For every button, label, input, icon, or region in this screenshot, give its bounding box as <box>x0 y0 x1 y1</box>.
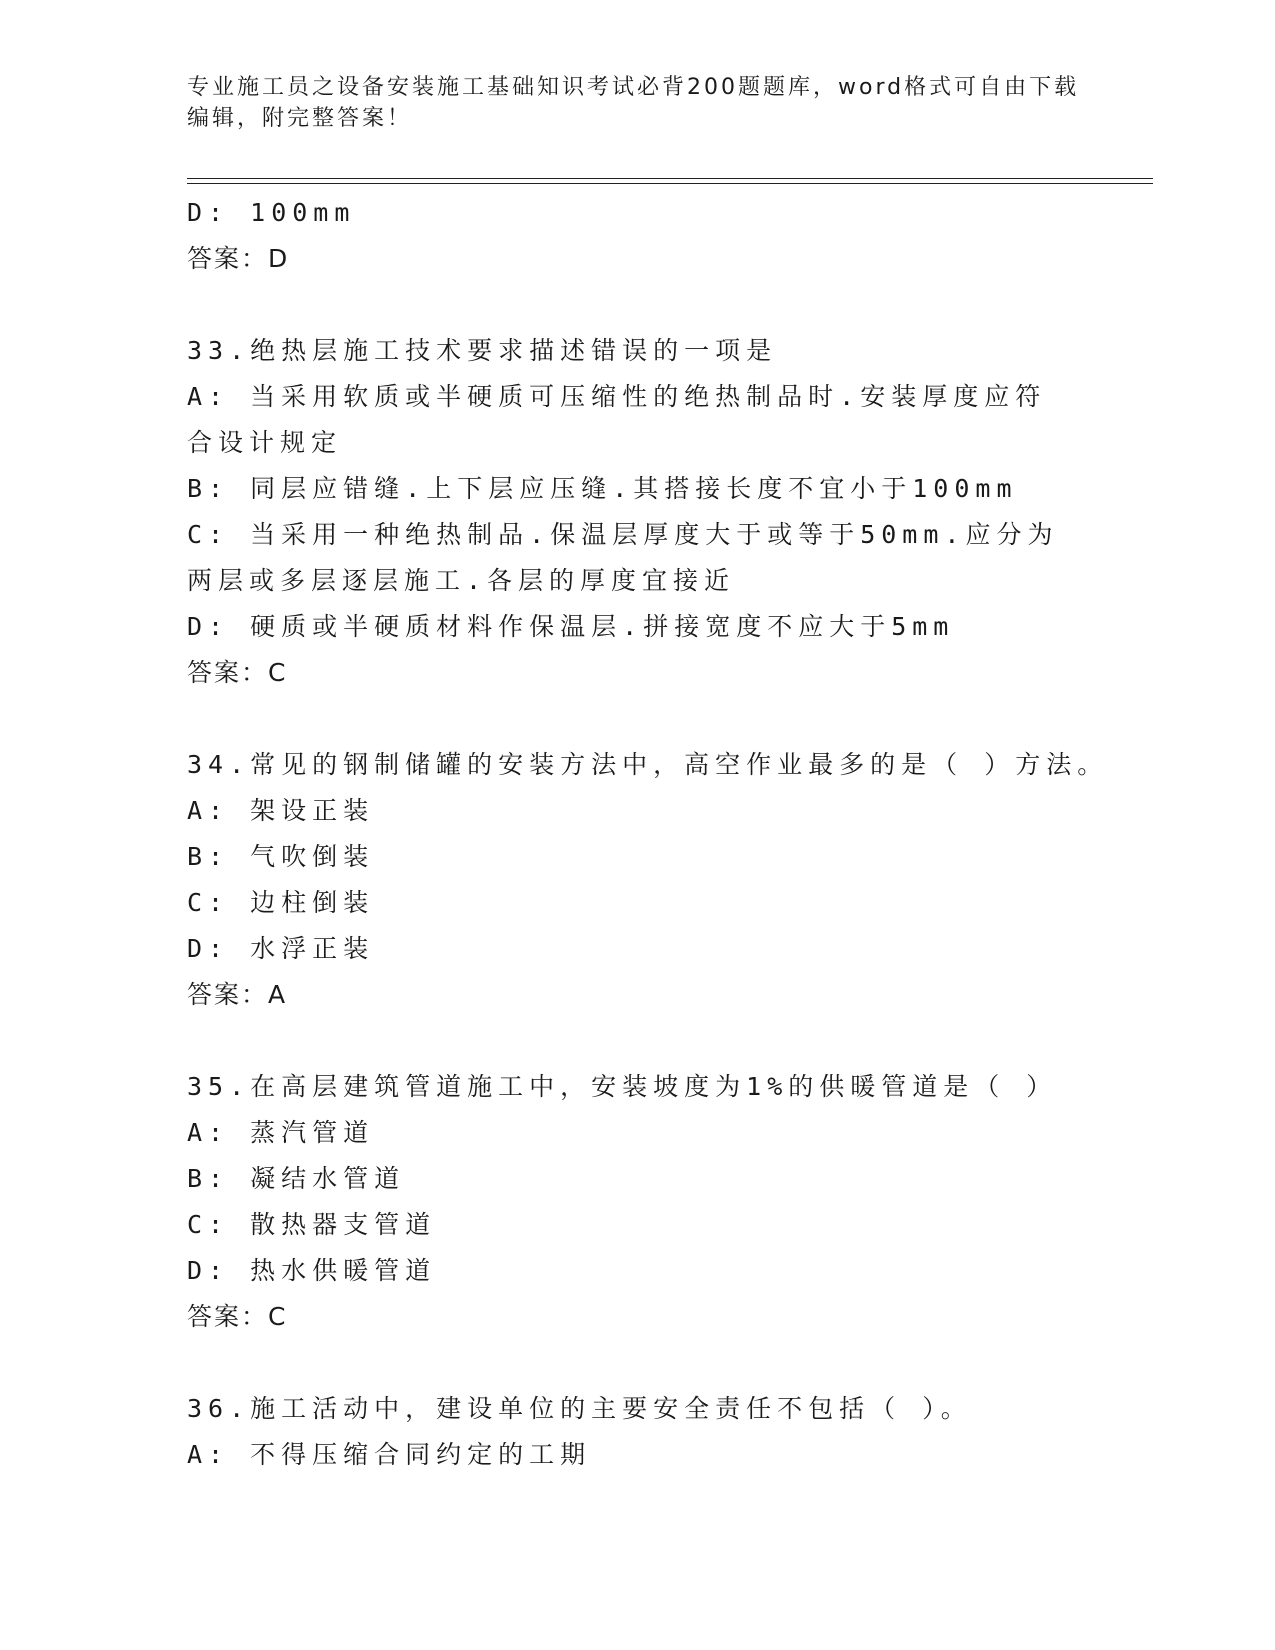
spacer <box>187 282 1087 328</box>
header-divider-bottom <box>187 183 1153 184</box>
question-35 <box>187 1064 1087 1340</box>
question-stem: 33.绝热层施工技术要求描述错误的一项是 <box>187 336 778 365</box>
spacer <box>187 1018 1087 1064</box>
question-stem: 34.常见的钢制储罐的安装方法中，高空作业最多的是（ ）方法。 <box>187 750 1109 779</box>
option-a: A: 当采用软质或半硬质可压缩性的绝热制品时.安装厚度应符合设计规定 <box>187 382 1047 457</box>
option-d: D: 硬质或半硬质材料作保温层.拼接宽度不应大于5mm <box>187 612 955 641</box>
option-c: C: 散热器支管道 <box>187 1210 437 1239</box>
option-a: A: 架设正装 <box>187 796 375 825</box>
option-b: B: 同层应错缝.上下层应压缝.其搭接长度不宜小于100mm <box>187 474 1018 503</box>
question-stem: 35.在高层建筑管道施工中，安装坡度为1%的供暖管道是（ ） <box>187 1072 1058 1101</box>
question-33 <box>187 328 1087 696</box>
header-title-line2: 编辑，附完整答案！ <box>187 106 413 131</box>
question-36 <box>187 1386 1087 1478</box>
question-34 <box>187 742 1109 1018</box>
spacer <box>187 696 1087 742</box>
question-stem: 36.施工活动中，建设单位的主要安全责任不包括（ ）。 <box>187 1394 972 1423</box>
option-c: C: 当采用一种绝热制品.保温层厚度大于或等于50mm.应分为两层或多层逐层施工.各层的厚度宜接近 <box>187 520 1059 595</box>
option-c: C: 边柱倒装 <box>187 888 375 917</box>
option-d: D: 热水供暖管道 <box>187 1256 437 1285</box>
option-a: A: 蒸汽管道 <box>187 1118 375 1147</box>
option-b: B: 凝结水管道 <box>187 1164 406 1193</box>
question-list <box>187 190 1109 1478</box>
spacer <box>187 1340 1087 1386</box>
option-b: B: 气吹倒装 <box>187 842 375 871</box>
option-a: A: 不得压缩合同约定的工期 <box>187 1440 592 1469</box>
prev-answer: 答案：D <box>187 244 290 273</box>
option-d: D: 水浮正装 <box>187 934 375 963</box>
answer: 答案：A <box>187 980 288 1009</box>
prev-option-d: D: 100mm <box>187 198 356 227</box>
header-divider-top <box>187 178 1153 179</box>
answer: 答案：C <box>187 1302 288 1331</box>
document-header <box>187 72 1087 134</box>
answer: 答案：C <box>187 658 288 687</box>
header-title-line1: 专业施工员之设备安装施工基础知识考试必背200题题库，word格式可自由下载 <box>187 75 1080 100</box>
